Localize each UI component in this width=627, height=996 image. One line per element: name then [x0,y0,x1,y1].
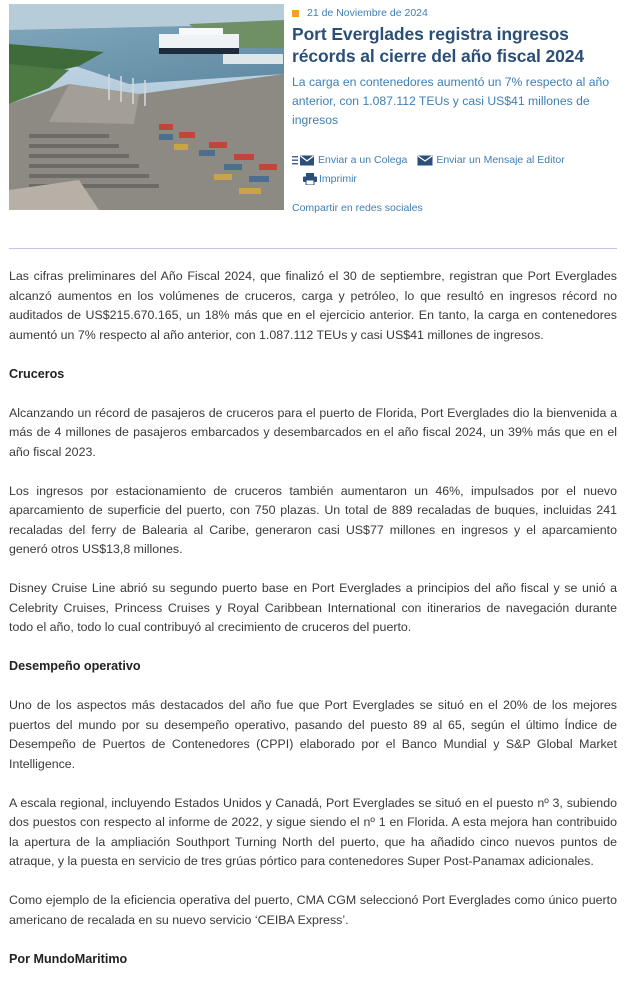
mail-icon [417,155,434,166]
print-link[interactable] [303,173,357,185]
article-byline: Por MundoMaritimo [9,951,128,966]
header-divider [9,248,617,249]
article-header [292,4,622,130]
section-heading-cruceros: Cruceros [9,366,65,381]
print-label: Imprimir [319,173,357,185]
paragraph-cma-cgm: Como ejemplo de la eficiencia operativa del puerto, CMA CGM seleccionó Port Everglades como único puerto americano de recalada en su nuevo servicio ‘CEIBA Express’. [9,893,617,927]
date-marker-icon [292,10,299,17]
paragraph-cruise-parking: Los ingresos por estacionamiento de cruceros también aumentaron un 46%, impulsados por el nuevo aparcamiento de superficie del puerto, con 750 plazas. Un total de 889 recaladas de buques, incluidas 241 recaladas del ferry de Balearia al Caribe, generaron casi US$77 millones en ingresos y el aparcamiento generó otros US$13,8 millones. [9,483,617,556]
list-mail-icon [292,155,316,166]
send-editor-label: Enviar un Mensaje al Editor [436,154,565,166]
send-colleague-label: Enviar a un Colega [318,154,408,166]
article-date: 21 de Noviembre de 2024 [307,7,428,19]
article-image [9,4,284,210]
article-subtitle: La carga en contenedores aumentó un 7% respecto al año anterior, con 1.087.112 TEUs y casi US$41 millones de ingresos [292,75,610,127]
article-title: Port Everglades registra ingresos récords al cierre del año fiscal 2024 [292,24,585,66]
printer-icon [303,173,317,185]
paragraph-cruise-passengers: Alcanzando un récord de pasajeros de cruceros para el puerto de Florida, Port Everglades dio la bienvenida a más de 4 millones de pasajeros embarcados y desembarcados en el año fiscal 2024, un 39% más que en el año fiscal 2023. [9,405,617,459]
article-actions [292,152,622,188]
paragraph-cppi: Uno de los aspectos más destacados del año fue que Port Everglades se situó en el 20% de los mejores puertos del mundo por su desempeño operativo, pasando del puesto 89 al 65, según el último Índice de Desempeño de Puertos de Contenedores (CPPI) elaborado por el Banco Mundial y S&P Global Market Intelligence. [9,698,617,771]
section-heading-desempeno: Desempeño operativo [9,659,141,673]
share-social-link[interactable]: Compartir en redes sociales [292,202,423,214]
paragraph-cruise-lines: Disney Cruise Line abrió su segundo puerto base en Port Everglades a principios del año fiscal y se unió a Celebrity Cruises, Princess Cruises y Royal Caribbean International con itinerarios de navegación durante todo el año, todo lo cual contribuyó al crecimiento de cruceros del puerto. [9,581,617,634]
send-editor-link[interactable] [417,154,564,166]
paragraph-regional: A escala regional, incluyendo Estados Unidos y Canadá, Port Everglades se situó en el puesto nº 3, subiendo dos puestos con respecto al informe de 2022, y sigue siendo el nº 1 en Florida. A esta mejora han contribuido la apertura de la ampliación Southport Turning North del puerto, que ha añadido cinco nuevos puntos de atraque, y la puesta en servicio de tres grúas pórtico para contenedores Super Post-Panamax adicionales. [9,795,617,868]
article-body [9,267,617,969]
send-colleague-link[interactable] [292,154,407,166]
paragraph-intro: Las cifras preliminares del Año Fiscal 2024, que finalizó el 30 de septiembre, registran que Port Everglades alcanzó aumentos en los volúmenes de cruceros, carga y petróleo, lo que resultó en ingresos récord no auditados de US$215.670.165, un 18% más que en el ejercicio anterior. En tanto, la carga en contenedores aumentó un 7% respecto al año anterior, con 1.087.112 TEUs y casi US$41 millones de ingresos. [9,269,617,342]
date-row [292,4,622,22]
